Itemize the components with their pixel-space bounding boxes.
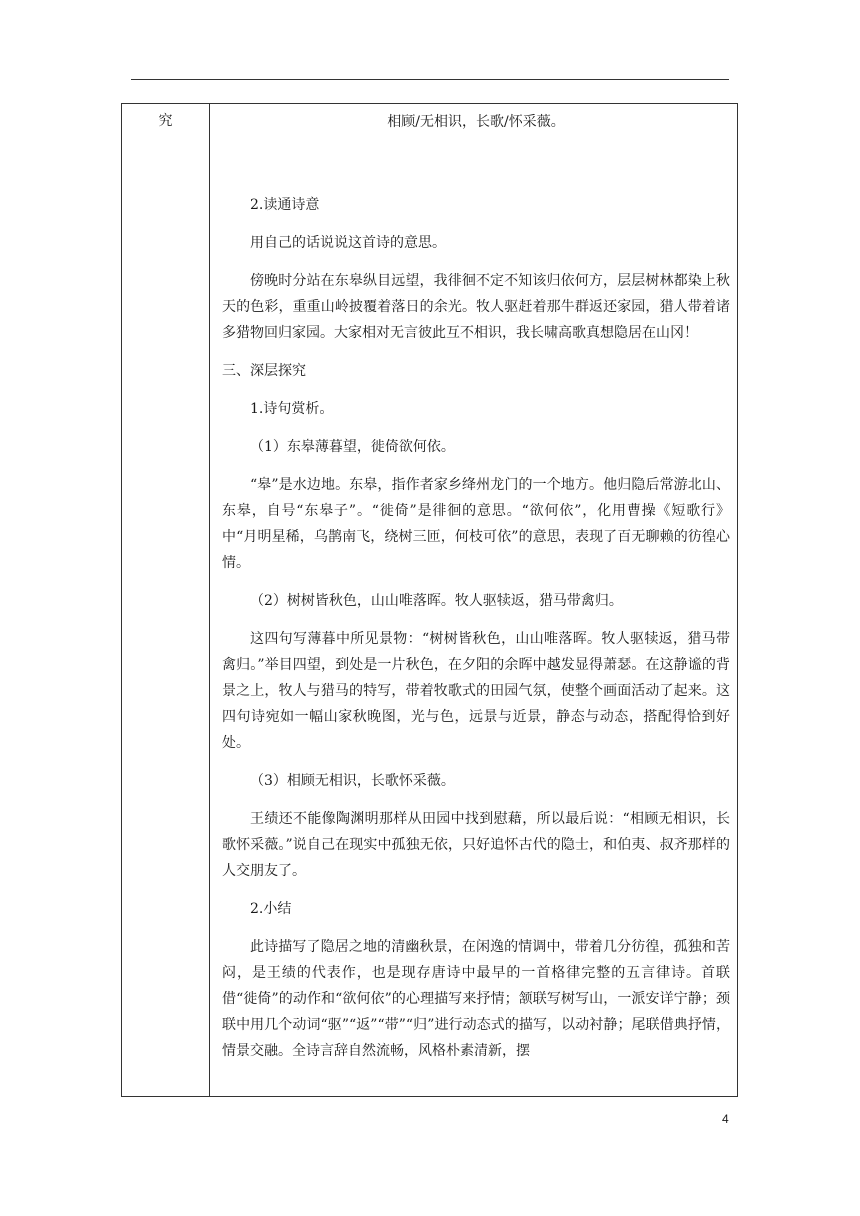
analysis-3: 王绩还不能像陶渊明那样从田园中找到慰藉，所以最后说：“相顾无相识，长歌怀采薇。”说自己在现实中孤独无依，只好追怀古代的隐士，和伯夷、叔齐那样的人交朋友了。 <box>222 811 730 879</box>
section-heading-poem-meaning: 2.读通诗意 <box>250 197 320 213</box>
content-column <box>222 104 730 1064</box>
verse-1: （1）东皋薄暮望，徙倚欲何依。 <box>250 439 455 455</box>
poem-line-reading: 相顾/无相识，长歌/怀采薇。 <box>387 114 565 130</box>
analysis-1: “皋”是水边地。东皋，指作者家乡绛州龙门的一个地方。他归隐后常游北山、东皋，自号“东皋子”。“徙倚”是徘徊的意思。“欲何依”，化用曹操《短歌行》中“月明星稀，乌鹊南飞，绕树三匝，何枝可依”的意思，表现了百无聊赖的彷徨心情。 <box>222 477 730 571</box>
lesson-table <box>121 103 738 1097</box>
analysis-2: 这四句写薄暮中所见景物：“树树皆秋色，山山唯落晖。牧人驱犊返，猎马带禽归。”举目四望，到处是一片秋色，在夕阳的余晖中越发显得萧瑟。在这静谧的背景之上，牧人与猎马的特写，带着牧歌式的田园气氛，使整个画面活动了起来。这四句诗宛如一幅山家秋晚图，光与色，远景与近景，静态与动态，搭配得恰到好处。 <box>222 631 730 751</box>
verse-3: （3）相顾无相识，长歌怀采薇。 <box>250 773 455 789</box>
page-number: 4 <box>722 1112 729 1126</box>
header-rule <box>131 79 729 80</box>
translation-paragraph: 傍晚时分站在东皋纵目远望，我徘徊不定不知该归依何方，层层树林都染上秋天的色彩，重重山岭披覆着落日的余光。牧人驱赶着那牛群返还家园，猎人带着诸多猎物回归家园。大家相对无言彼此互不相识，我长啸高歌真想隐居在山冈！ <box>222 273 730 341</box>
verse-2: （2）树树皆秋色，山山唯落晖。牧人驱犊返，猎马带禽归。 <box>250 593 623 609</box>
column-divider <box>209 104 210 1096</box>
subheading-line-appreciation: 1.诗句赏析。 <box>250 401 334 417</box>
summary-paragraph: 此诗描写了隐居之地的清幽秋景，在闲逸的情调中，带着几分彷徨，孤独和苦闷，是王绩的代表作，也是现存唐诗中最早的一首格律完整的五言律诗。首联借“徙倚”的动作和“欲何依”的心理描写来抒情；颔联写树写山，一派安详宁静；颈联中用几个动词“驱”“返”“带”“归”进行动态式的描写，以动衬静；尾联借典抒情，情景交融。全诗言辞自然流畅，风格朴素清新，摆 <box>222 939 730 1059</box>
left-column-label: 究 <box>158 113 173 129</box>
instruction-text: 用自己的话说说这首诗的意思。 <box>250 235 446 251</box>
subheading-summary: 2.小结 <box>250 901 292 917</box>
section-heading-deep-exploration: 三、深层探究 <box>222 363 306 379</box>
